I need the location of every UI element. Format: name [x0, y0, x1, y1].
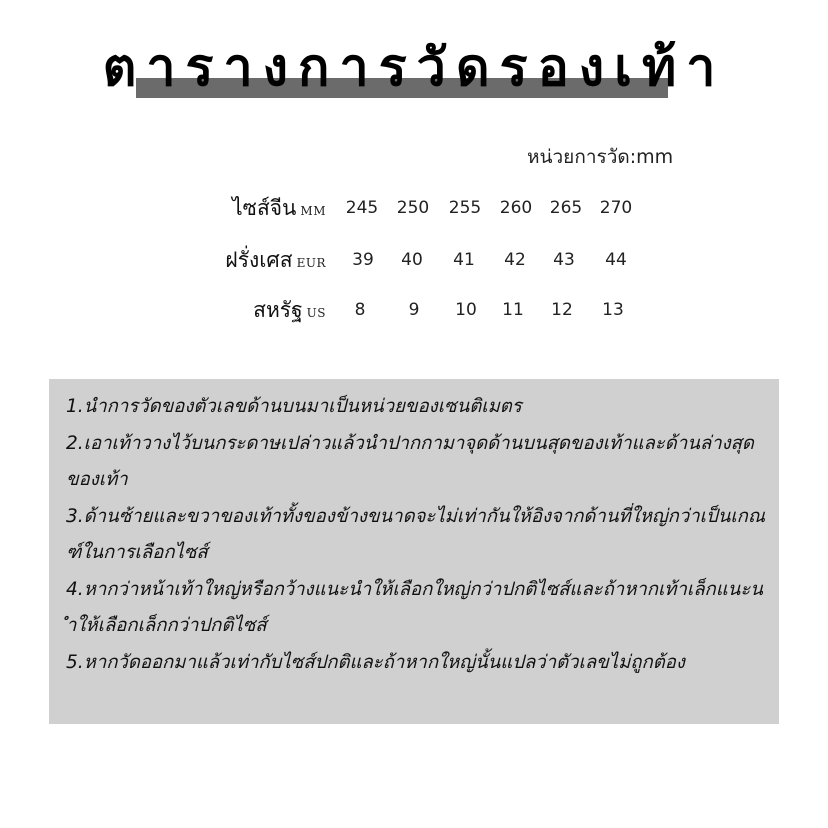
size-row-us — [0, 290, 828, 330]
instructions-list — [66, 389, 766, 681]
size-cell: 42 — [504, 250, 526, 270]
size-cell: 245 — [345, 198, 379, 218]
row-label-unit: US — [306, 306, 326, 320]
size-cell: 41 — [453, 250, 475, 270]
size-cell: 250 — [396, 198, 430, 218]
size-cell: 12 — [551, 300, 573, 320]
instruction-item: 5.หากวัดออกมาแล้วเท่ากับไซส์ปกติและถ้าหากใหญ่นั้นแปลว่าตัวเลขไม่ถูกต้อง — [66, 651, 685, 673]
size-cell: 265 — [549, 198, 583, 218]
row-label-name: ฝรั่งเศส — [225, 248, 293, 272]
instruction-item: 1.นำการวัดของตัวเลขด้านบนมาเป็นหน่วยของเซนติเมตร — [66, 396, 522, 417]
size-cell: 13 — [602, 300, 624, 320]
unit-note: หน่วยการวัด:mm — [527, 146, 674, 168]
row-label-name: สหรัฐ — [253, 298, 303, 322]
size-cell: 39 — [352, 250, 374, 270]
row-label — [225, 240, 326, 280]
size-cell: 260 — [499, 198, 533, 218]
instruction-item: 4.หากว่าหน้าเท้าใหญ่หรือกว้างแนะนำให้เลือกใหญ่กว่าปกติไซส์และถ้าหากเท้าเล็กแนะนำให้เลือกเล็กกว่าปกติไซส์ — [66, 578, 763, 636]
size-cell: 270 — [599, 198, 633, 218]
row-label-name: ไซส์จีน — [232, 196, 297, 220]
instructions-box — [49, 379, 779, 724]
size-cell: 8 — [354, 300, 366, 320]
size-cell: 9 — [408, 300, 420, 320]
size-cell: 44 — [605, 250, 627, 270]
instruction-item: 3.ด้านซ้ายและขวาของเท้าทั้งของข้างขนาดจะไม่เท่ากันให้อิงจากด้านที่ใหญ่กว่าเป็นเกณฑ์ในการเลือกไซส์ — [66, 505, 766, 563]
size-cell: 10 — [455, 300, 477, 320]
row-label — [253, 290, 326, 330]
size-cell: 40 — [401, 250, 423, 270]
row-label — [232, 188, 326, 228]
size-row-eur — [0, 240, 828, 280]
size-row-cn — [0, 188, 828, 228]
row-label-unit: MM — [300, 204, 326, 218]
size-cell: 11 — [502, 300, 524, 320]
page-title: ตารางการวัดรองเท้า — [102, 38, 726, 98]
size-cell: 43 — [553, 250, 575, 270]
size-cell: 255 — [448, 198, 482, 218]
page-title-area — [0, 28, 828, 108]
instruction-item: 2.เอาเท้าวางไว้บนกระดาษเปล่าวแล้วนำปากกามาจุดด้านบนสุดของเท้าและด้านล่างสุดของเท้า — [66, 432, 754, 490]
row-label-unit: EUR — [296, 256, 326, 270]
